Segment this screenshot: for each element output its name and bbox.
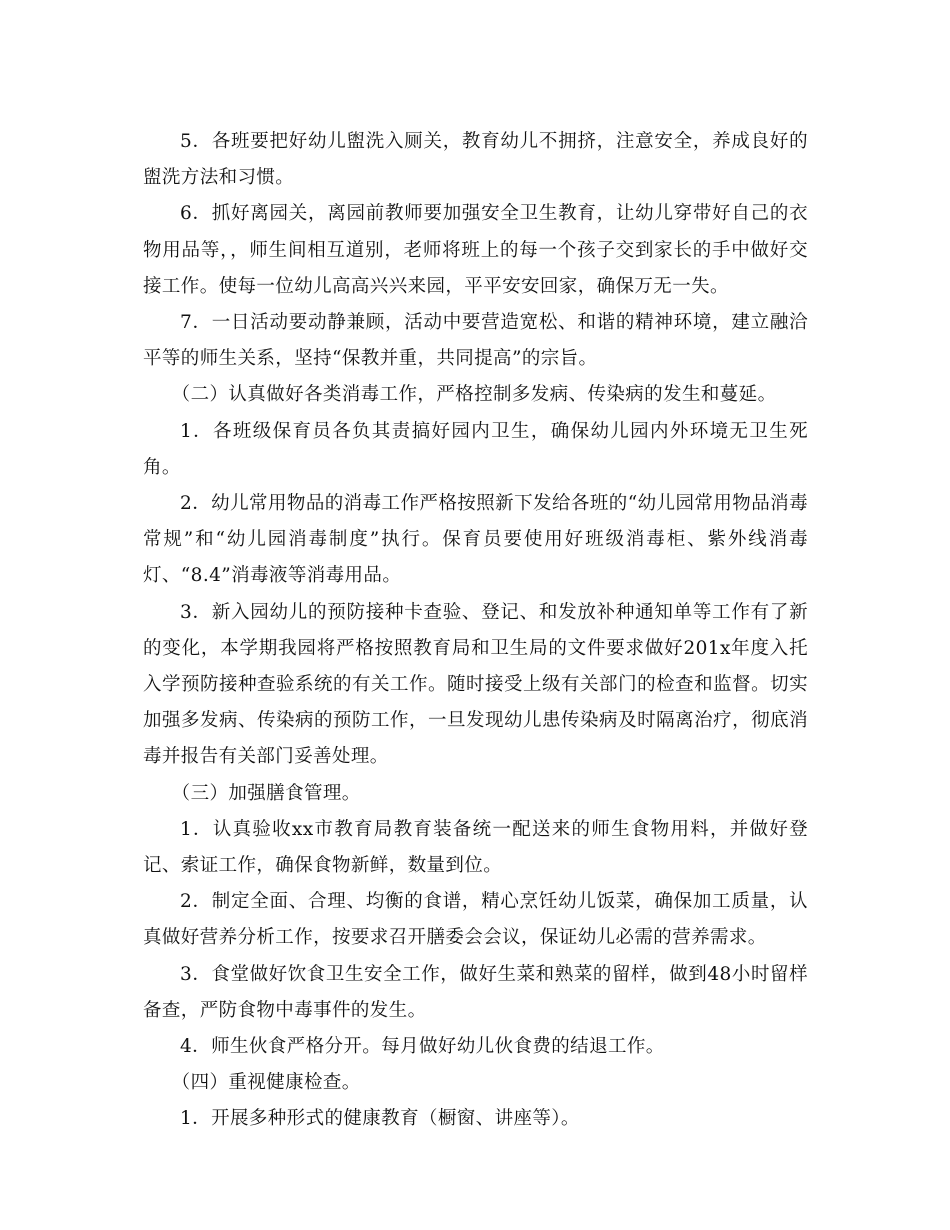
- paragraph-item-4-1: 1．开展多种形式的健康教育（橱窗、讲座等）。: [180, 1108, 580, 1130]
- document-body: [143, 124, 808, 1138]
- paragraph-item-2-3: 3．新入园幼儿的预防接种卡查验、登记、和发放补种通知单等工作有了新的变化，本学期我园将严格按照教育局和卫生局的文件要求做好201x年度入托入学预防接种查验系统的有关工作。随时接受上级有关部门的检查和监督。切实加强多发病、传染病的预防工作，一旦发现幼儿患传染病及时隔离治疗，彻底消毒并报告有关部门妥善处理。: [143, 601, 808, 768]
- paragraph-item-5: 5．各班要把好幼儿盥洗入厕关，教育幼儿不拥挤，注意安全，养成良好的盥洗方法和习惯。: [143, 131, 808, 189]
- paragraph-item-2-2: 2．幼儿常用物品的消毒工作严格按照新下发给各班的“幼儿园常用物品消毒常规”和“幼儿园消毒制度”执行。保育员要使用好班级消毒柜、紫外线消毒灯、“8.4”消毒液等消毒用品。: [143, 493, 808, 587]
- section-heading-2: （二）认真做好各类消毒工作，严格控制多发病、传染病的发生和蔓延。: [171, 384, 777, 406]
- section-heading-3: （三）加强膳食管理。: [171, 782, 361, 804]
- paragraph-item-3-3: 3．食堂做好饮食卫生安全工作，做好生菜和熟菜的留样，做到48小时留样备查，严防食物中毒事件的发生。: [143, 963, 808, 1021]
- section-heading-4: （四）重视健康检查。: [171, 1072, 361, 1094]
- paragraph-item-3-4: 4．师生伙食严格分开。每月做好幼儿伙食费的结退工作。: [180, 1036, 665, 1058]
- paragraph-item-6: 6．抓好离园关，离园前教师要加强安全卫生教育，让幼儿穿带好自己的衣物用品等，，师生间相互道别，老师将班上的每一个孩子交到家长的手中做好交接工作。使每一位幼儿高高兴兴来园，平平安安回家，确保万无一失。: [143, 203, 808, 297]
- paragraph-item-3-1: 1．认真验收xx市教育局教育装备统一配送来的师生食物用料，并做好登记、索证工作，确保食物新鲜，数量到位。: [143, 818, 808, 877]
- paragraph-item-2-1: 1．各班级保育员各负其责搞好园内卫生，确保幼儿园内外环境无卫生死角。: [143, 420, 808, 478]
- paragraph-item-3-2: 2．制定全面、合理、均衡的食谱，精心烹饪幼儿饭菜，确保加工质量，认真做好营养分析工作，按要求召开膳委会会议，保证幼儿必需的营养需求。: [143, 891, 808, 949]
- paragraph-item-7: 7．一日活动要动静兼顾，活动中要营造宽松、和谐的精神环境，建立融洽平等的师生关系，坚持“保教并重，共同提高”的宗旨。: [143, 312, 808, 370]
